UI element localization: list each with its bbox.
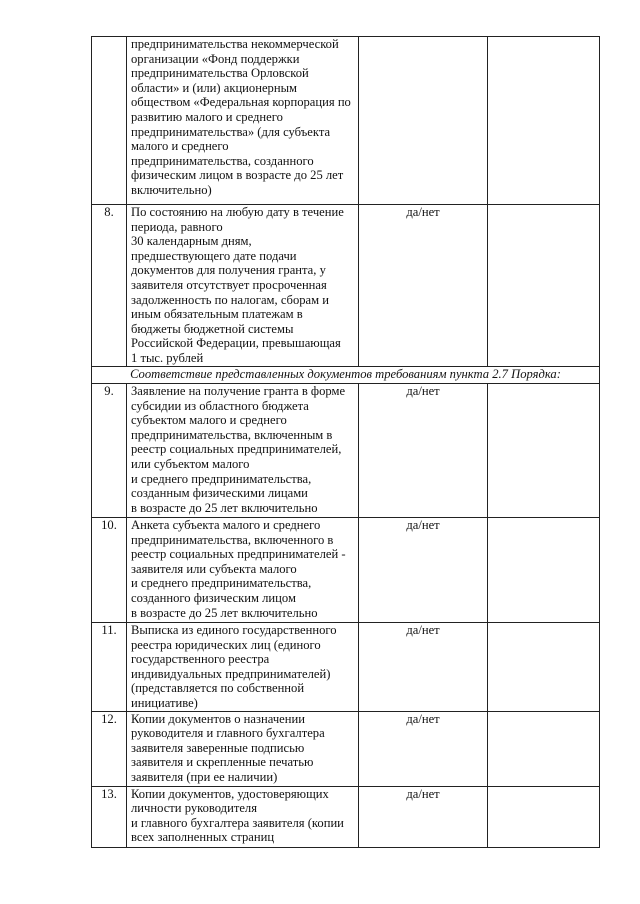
row-empty-cell (488, 518, 600, 623)
row-empty-cell (488, 205, 600, 367)
table-row (92, 205, 600, 367)
row-empty-cell (488, 623, 600, 712)
section-header: Соответствие представленных документов требованиям пункта 2.7 Порядка: (92, 367, 600, 384)
row-answer: да/нет (359, 384, 488, 518)
row-text: Выписка из единого государственного реестра юридических лиц (единого государственного реестра индивидуальных предпринимателей) (представляется по собственной инициативе) (127, 623, 359, 712)
row-number: 10. (92, 518, 127, 623)
row-number: 8. (92, 205, 127, 367)
row-text: Копии документов, удостоверяющих личности руководителя и главного бухгалтера заявителя (копии всех заполненных страниц (127, 786, 359, 847)
table-row (92, 37, 600, 205)
row-answer: да/нет (359, 205, 488, 367)
table-row (92, 384, 600, 518)
section-header-row (92, 367, 600, 384)
row-answer: да/нет (359, 711, 488, 786)
row-answer: да/нет (359, 518, 488, 623)
row-number: 13. (92, 786, 127, 847)
row-number: 12. (92, 711, 127, 786)
criteria-table (91, 36, 600, 848)
row-text: Заявление на получение гранта в форме субсидии из областного бюджета субъектом малого и среднего предпринимательства, включенным в реестр социальных предпринимателей, или субъектом малого и среднего предпринимательства, созданным физическими лицами в возрасте до 25 лет включительно (127, 384, 359, 518)
row-number: 9. (92, 384, 127, 518)
row-text: По состоянию на любую дату в течение периода, равного 30 календарным дням, предшествующего дате подачи документов для получения гранта, у заявителя отсутствует просроченная задолженность по налогам, сборам и иным обязательным платежам в бюджеты бюджетной системы Российской Федерации, превышающая 1 тыс. рублей (127, 205, 359, 367)
table-row (92, 711, 600, 786)
table-row (92, 518, 600, 623)
row-empty-cell (488, 37, 600, 205)
document-page (91, 36, 599, 848)
row-empty-cell (488, 384, 600, 518)
row-answer: да/нет (359, 786, 488, 847)
row-text: Анкета субъекта малого и среднего предпринимательства, включенного в реестр социальных предпринимателей - заявителя или субъекта малого и среднего предпринимательства, созданного физическим лицом в возрасте до 25 лет включительно (127, 518, 359, 623)
row-text: Копии документов о назначении руководителя и главного бухгалтера заявителя заверенные подписью заявителя и скрепленные печатью заявителя (при ее наличии) (127, 711, 359, 786)
row-empty-cell (488, 711, 600, 786)
row-number: 11. (92, 623, 127, 712)
row-text: предпринимательства некоммерческой организации «Фонд поддержки предпринимательства Орловской области» и (или) акционерным обществом «Федеральная корпорация по развитию малого и среднего предпринимательства» (для субъекта малого и среднего предпринимательства, созданного физическим лицом в возрасте до 25 лет включительно) (127, 37, 359, 205)
row-answer: да/нет (359, 623, 488, 712)
row-number (92, 37, 127, 205)
row-answer (359, 37, 488, 205)
row-empty-cell (488, 786, 600, 847)
table-row (92, 786, 600, 847)
table-row (92, 623, 600, 712)
